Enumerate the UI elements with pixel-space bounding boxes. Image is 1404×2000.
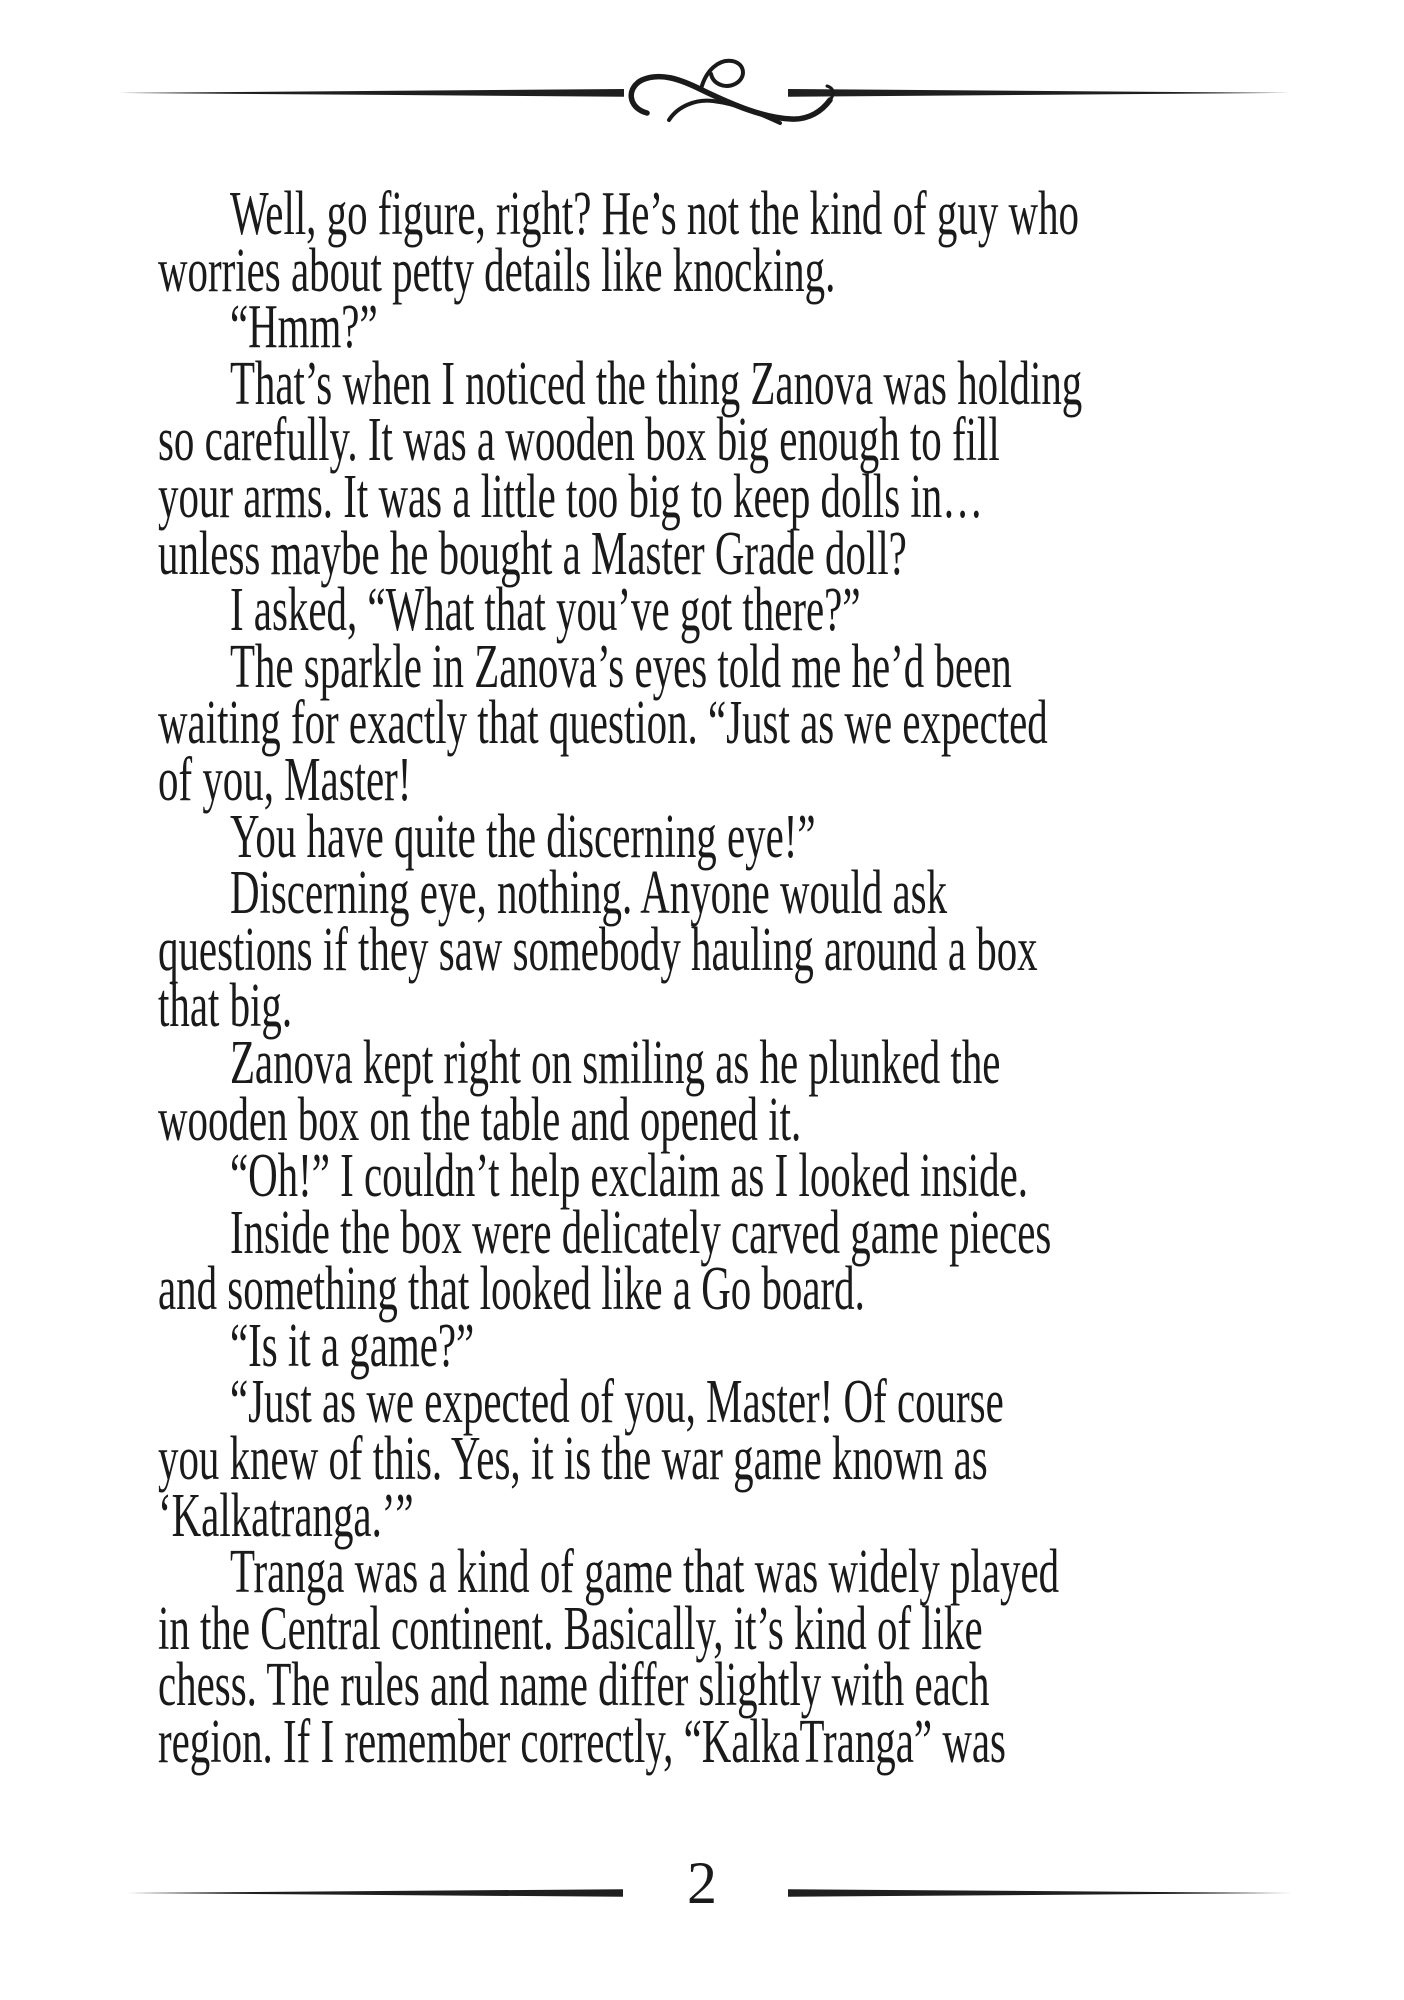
header-divider [0, 0, 1404, 200]
text-line: of you, Master! [158, 745, 412, 814]
text-line: You have quite the discerning eye!” [229, 802, 816, 871]
text-line: your arms. It was a little too big to keep dolls in… [158, 462, 984, 531]
text-line: wooden box on the table and opened it. [158, 1085, 802, 1154]
text-line: waiting for exactly that question. “Just as we expected [158, 689, 1048, 758]
header-rule-left [119, 89, 624, 97]
text-line: region. If I remember correctly, “KalkaTranga” was [158, 1708, 1006, 1777]
text-line: in the Central continent. Basically, it’s kind of like [158, 1594, 983, 1663]
text-line: “Oh!” I couldn’t help exclaim as I looked inside. [229, 1142, 1029, 1211]
text-line: “Just as we expected of you, Master! Of course [229, 1368, 1004, 1437]
text-line: that big. [158, 972, 293, 1041]
text-line: I asked, “What that you’ve got there?” [229, 576, 861, 645]
header-rule-right [788, 89, 1290, 97]
page-number: 2 [687, 1850, 717, 1916]
text-line: Zanova kept right on smiling as he plunked the [229, 1028, 1001, 1097]
text-line: That’s when I noticed the thing Zanova was holding [229, 349, 1083, 418]
text-line: The sparkle in Zanova’s eyes told me he’d been [229, 632, 1012, 701]
text-line: unless maybe he bought a Master Grade doll? [158, 519, 907, 588]
text-line: Tranga was a kind of game that was widely played [229, 1538, 1060, 1607]
text-line: worries about petty details like knocking. [158, 236, 836, 305]
text-line: questions if they saw somebody hauling around a box [158, 915, 1038, 984]
text-line: “Is it a game?” [229, 1311, 475, 1380]
text-line: so carefully. It was a wooden box big enough to fill [158, 406, 1000, 475]
text-line: “Hmm?” [229, 293, 378, 362]
text-line: ‘Kalkatranga.’” [158, 1481, 414, 1550]
text-line: Discerning eye, nothing. Anyone would ask [229, 859, 948, 928]
text-line: and something that looked like a Go board. [158, 1255, 865, 1324]
text-line: Well, go figure, right? He’s not the kind of guy who [229, 180, 1079, 248]
text-line: chess. The rules and name differ slightly with each [158, 1651, 990, 1720]
text-line: you knew of this. Yes, it is the war game known as [158, 1425, 988, 1494]
body-text [158, 180, 1404, 1777]
text-line: Inside the box were delicately carved game pieces [229, 1198, 1052, 1267]
